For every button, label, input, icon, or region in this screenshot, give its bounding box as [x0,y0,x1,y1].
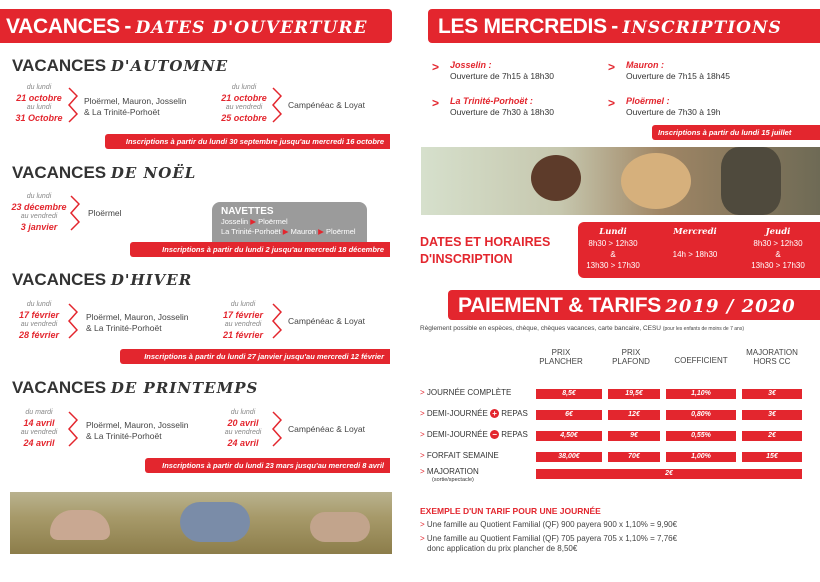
hiver-dates-1 [14,300,64,340]
row-journee-complete [420,388,511,397]
cell: 2€ [742,431,802,441]
plus-circle-icon: + [490,409,499,418]
town-name: Ploërmel : [626,96,670,106]
row-label: MAJORATION [426,467,479,476]
chevron-right-icon: > [608,96,616,110]
cell: 0,80% [666,410,736,420]
zigzag-icon [272,86,282,124]
cell: 9€ [608,431,660,441]
row-label: DEMI-JOURNÉE [426,430,488,439]
noel-location: Ploërmel [88,208,122,218]
zigzag-icon [68,86,78,124]
cell: 4,50€ [536,431,602,441]
arrow-right-icon: ▶ [250,217,256,226]
day-hours: 14h > 18h30 [672,250,718,259]
noel-title-a: VACANCES [12,163,107,182]
noel-title-b: DE NOËL [110,164,197,182]
cell: 12€ [608,410,660,420]
chevron-right-icon: > [608,60,616,74]
town-hours: Ouverture de 7h15 à 18h45 [626,71,730,81]
right-header [428,9,820,43]
navette-stop: Josselin [221,217,249,226]
automne-locations-1 [84,96,187,118]
loc-line: & La Trinité-Porhoët [86,323,162,333]
automne-dates-1 [14,83,64,123]
automne-title [12,56,228,76]
navette-stop: Ploërmel [258,217,288,226]
row-label: REPAS [501,409,528,418]
cell: 70€ [608,452,660,462]
date-sub: au vendredi [20,429,58,436]
hiver-dates-2 [218,300,268,340]
lundi-col [578,227,648,271]
automne-dates-2 [218,83,270,123]
mercredis-inscription-bar: Inscriptions à partir du lundi 15 juillet [652,125,820,140]
navette-stop: Ploërmel [326,227,356,236]
row-label: JOURNÉE COMPLÈTE [426,388,512,397]
paiement-header-main: PAIEMENT & TARIFS [458,294,661,317]
row-label: FORFAIT SEMAINE [426,451,499,460]
hiver-locations-1 [86,312,189,334]
navette-stop: La Trinité-Porhoët [221,227,281,236]
date-main: 24 avril [23,438,55,448]
left-header [0,9,392,43]
dates-horaires-box [578,222,820,278]
mercredi-col [660,227,730,260]
town-name: Josselin : [450,60,492,70]
date-main: 3 janvier [20,222,58,232]
loc-line: Ploërmel, Mauron, Josselin [86,312,189,322]
zigzag-icon [272,302,282,340]
photo-detail [621,153,691,209]
zigzag-icon [68,410,78,448]
dates-label-line: D'INSCRIPTION [420,252,513,266]
right-header-main: LES MERCREDIS [438,15,607,38]
navette-stop: Mauron [290,227,317,236]
noel-dates [10,192,68,232]
exemple-text: Une famille au Quotient Familial (QF) 900 payera 900 x 1,10% = 9,90€ [426,520,678,529]
loc-line: & La Trinité-Porhoët [86,431,162,441]
exemple-line-1 [420,520,677,529]
right-header-sub: INSCRIPTIONS [622,18,782,38]
town-hours: Ouverture de 7h15 à 18h30 [450,71,554,81]
day-name: Jeudi [765,227,791,237]
dates-label-line: DATES ET HORAIRES [420,235,551,249]
day-hours: & [610,250,616,259]
cell: 38,00€ [536,452,602,462]
mercredi-la-trinite [450,96,554,118]
minus-circle-icon: − [490,430,499,439]
col-coefficient: COEFFICIENT [674,356,728,365]
date-main: 23 décembre [11,202,67,212]
cell-majoration: 2€ [536,469,802,479]
date-main: 25 octobre [221,113,267,123]
col-prix-plancher: PRIX PLANCHER [539,348,583,366]
cell: 8,5€ [536,389,602,399]
right-header-sep: - [611,15,618,38]
zigzag-icon [68,302,78,340]
navettes-line-2 [221,227,358,237]
loc-line: & La Trinité-Porhoët [84,107,160,117]
dates-horaires-label [420,234,550,268]
automne-locations-2: Campénéac & Loyat [288,100,366,110]
chevron-right-icon: > [420,430,425,439]
cell: 1,00% [666,452,736,462]
town-hours: Ouverture de 7h30 à 19h [626,107,721,117]
row-label: DEMI-JOURNÉE [426,409,488,418]
row-sublabel: (sortie/spectacle) [432,477,474,483]
town-hours: Ouverture de 7h30 à 18h30 [450,107,554,117]
col-prix-plafond: PRIX PLAFOND [612,348,650,366]
navettes-line-1 [221,217,358,227]
photo-detail [310,512,370,542]
zigzag-icon [70,194,80,232]
exemple-line-2 [420,534,677,554]
date-sub: du lundi [26,193,52,200]
paiement-header [448,290,820,320]
printemps-dates-2 [218,408,268,448]
automne-title-b: D'AUTOMNE [110,57,229,75]
chevron-right-icon: > [420,467,425,476]
noel-inscription-bar: Inscriptions à partir du lundi 2 jusqu'au mercredi 18 décembre [130,242,390,257]
printemps-title [12,378,258,398]
date-main: 28 février [18,330,60,340]
date-sub: au vendredi [20,321,58,328]
printemps-title-b: DE PRINTEMPS [110,379,259,397]
arrow-right-icon: ▶ [282,227,289,236]
date-main: 20 avril [227,418,259,428]
date-sub: au lundi [26,104,52,111]
photo-detail [531,155,581,201]
left-header-sub: DATES D'OUVERTURE [135,18,368,38]
date-sub: du mardi [25,409,53,416]
cell: 15€ [742,452,802,462]
date-sub: du lundi [231,84,257,91]
noel-title [12,163,196,183]
cell: 0,55% [666,431,736,441]
date-sub: du lundi [230,301,256,308]
spacer [660,238,730,249]
date-sub: au vendredi [20,213,58,220]
left-header-main: VACANCES [6,15,120,38]
printemps-dates-1 [14,408,64,448]
town-name: Mauron : [626,60,664,70]
town-name: La Trinité-Porhoët : [450,96,533,106]
cell: 3€ [742,389,802,399]
mercredi-mauron [626,60,730,82]
cell: 1,10% [666,389,736,399]
reglement-main: Règlement possible en espèces, chèque, chèques vacances, carte bancaire, CESU [420,325,662,332]
chevron-right-icon: > [432,60,440,74]
cell: 19,5€ [608,389,660,399]
chevron-right-icon: > [432,96,440,110]
reglement-note: (pour les enfants de moins de 7 ans) [662,326,744,332]
day-hours: 13h30 > 17h30 [751,261,805,270]
day-name: Lundi [599,227,627,237]
day-hours: 8h30 > 12h30 [588,239,638,248]
date-main: 24 avril [227,438,259,448]
hiver-title-b: D'HIVER [110,271,193,289]
exemple-title: EXEMPLE D'UN TARIF POUR UNE JOURNÉE [420,506,601,516]
chevron-right-icon: > [420,520,425,529]
date-main: 17 février [222,310,264,320]
col-majoration: MAJORATION HORS CC [746,348,798,366]
arrow-right-icon: ▶ [318,227,324,236]
date-sub: au vendredi [224,429,262,436]
paiement-header-sub: 2019 / 2020 [665,296,796,317]
printemps-locations-1 [86,420,189,442]
chevron-right-icon: > [420,451,425,460]
date-sub: au vendredi [224,321,262,328]
printemps-inscription-bar: Inscriptions à partir du lundi 23 mars jusqu'au mercredi 8 avril [145,458,390,473]
automne-inscription-bar: Inscriptions à partir du lundi 30 septembre jusqu'au mercredi 16 octobre [105,134,390,149]
row-majoration [420,467,479,485]
zigzag-icon [272,410,282,448]
exemple-text: donc application du prix plancher de 8,50€ [427,544,578,553]
printemps-title-a: VACANCES [12,378,107,397]
left-header-sep: - [124,15,132,38]
row-demi-journee-moins-repas [420,430,528,439]
reglement-text [420,325,744,332]
children-smiling-photo [421,147,820,215]
children-playing-photo [10,492,392,554]
row-forfait-semaine [420,451,499,460]
jeudi-col [740,227,816,271]
hiver-inscription-bar: Inscriptions à partir du lundi 27 janvier jusqu'au mercredi 12 février [120,349,390,364]
loc-line: Ploërmel, Mauron, Josselin [84,96,187,106]
day-hours: & [775,250,781,259]
cell: 3€ [742,410,802,420]
mercredi-josselin [450,60,554,82]
row-label: REPAS [501,430,528,439]
photo-detail [50,510,110,540]
date-sub: du lundi [26,84,52,91]
row-demi-journee-plus-repas [420,409,528,418]
exemple-text: Une famille au Quotient Familial (QF) 705 payera 705 x 1,10% = 7,76€ [426,534,678,543]
date-main: 17 février [18,310,60,320]
photo-detail [180,502,250,542]
navettes-box [212,202,367,242]
hiver-title [12,270,192,290]
mercredi-ploermel [626,96,721,118]
automne-title-a: VACANCES [12,56,107,75]
hiver-title-a: VACANCES [12,270,107,289]
date-main: 21 octobre [221,93,267,103]
date-sub: du lundi [26,301,52,308]
day-hours: 13h30 > 17h30 [586,261,640,270]
loc-line: Ploërmel, Mauron, Josselin [86,420,189,430]
day-hours: 8h30 > 12h30 [753,239,803,248]
photo-detail [721,147,781,215]
navettes-title: NAVETTES [221,206,274,217]
date-main: 14 avril [23,418,55,428]
chevron-right-icon: > [420,534,425,543]
chevron-right-icon: > [420,409,425,418]
day-name: Mercredi [673,227,717,237]
hiver-locations-2: Campénéac & Loyat [288,316,366,326]
date-main: 31 Octobre [15,113,63,123]
date-main: 21 février [222,330,264,340]
chevron-right-icon: > [420,388,425,397]
date-main: 21 octobre [16,93,62,103]
cell: 6€ [536,410,602,420]
printemps-locations-2: Campénéac & Loyat [288,424,366,434]
date-sub: du lundi [230,409,256,416]
date-sub: au vendredi [225,104,263,111]
